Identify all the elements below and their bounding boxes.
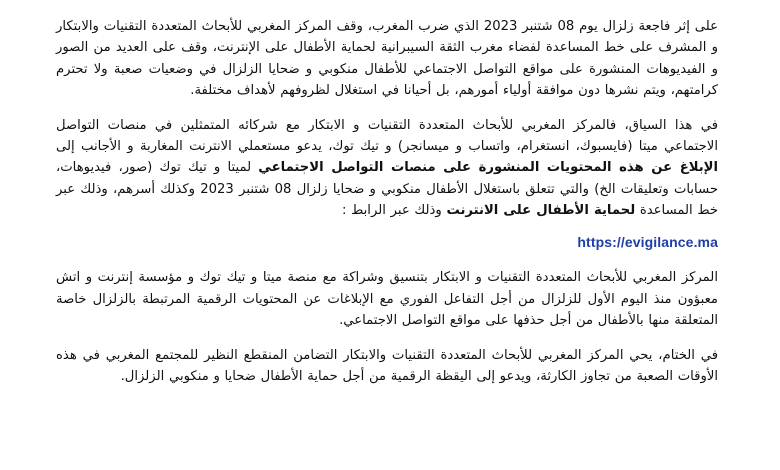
help-line-link-container — [56, 232, 718, 251]
paragraph-2-segment-text-1: في هذا السياق، فالمركز المغربي للأبحاث المتعددة التقنيات و الابتكار مع شركائه المتمثلين في منصات التواصل الاجتماعي ميتا (فايسبوك، انستغرام، واتساب و ميسانجر) و تيك توك، يدعو مستعملي الانترنت المغاربة و الأجانب إلى — [56, 117, 718, 154]
paragraph-4: في الختام، يحي المركز المغربي للأبحاث المتعددة التقنيات والابتكار التضامن المنقطع النظير للمجتمع المغربي في هذه الأوقات الصعبة من تجاوز الكارثة، ويدعو إلى اليقظة الرقمية من أجل حماية الأطفال ضحايا و منكوبي الزلزال. — [56, 347, 718, 384]
help-line-link[interactable]: https://evigilance.ma — [577, 234, 718, 251]
paragraph-2-segment-bold-1: الإبلاغ عن هذه المحتويات المنشورة على منصات التواصل الاجتماعي — [258, 160, 719, 176]
paragraph-2-segment-bold-2: لحماية الأطفال على الانترنت — [446, 203, 636, 218]
paragraph-2-segment-text-2: لميتا و تيك توك (صور، فيديوهات، حسابات وتعليقات الخ) والتي تتعلق باستغلال الأطفال منكوبي و ضحايا زلزال 08 شتنبر 2023 وكذلك أسرهم، وذلك عبر خط المساعدة — [56, 160, 718, 218]
paragraph-2 — [56, 115, 718, 222]
paragraph-1: على إثر فاجعة زلزال يوم 08 شتنبر 2023 الذي ضرب المغرب، وقف المركز المغربي للأبحاث المتعددة التقنيات والابتكار و المشرف على خط المساعدة لفضاء مغرب الثقة السيبرانية لحماية الأطفال على الإنترنت، وقف على العديد من الصور و الفيديوهات المنشورة على مواقع التواصل الاجتماعي للأطفال منكوبي و ضحايا الزلزال في وضعيات صعبة ولا تحترم كرامتهم، ويتم نشرها دون موافقة أولياء أمورهم، بل أحيانا في استغلال لظروفهم لأهداف مختلفة. — [56, 19, 718, 99]
document-body — [56, 16, 718, 387]
paragraph-3: المركز المغربي للأبحاث المتعددة التقنيات و الابتكار بتنسيق وشراكة مع منصة ميتا و تيك توك و مؤسسة إنترنت و اتش معبؤون منذ اليوم الأول للزلزال من أجل التفاعل الفوري مع الإبلاغات عن المحتويات الرقمية المرتبطة بالزلزال خاصة المتعلقة منها بالأطفال من أجل حذفها على مواقع التواصل الاجتماعي. — [56, 270, 718, 329]
paragraph-2-segment-text-3: وذلك عبر الرابط : — [341, 203, 447, 218]
